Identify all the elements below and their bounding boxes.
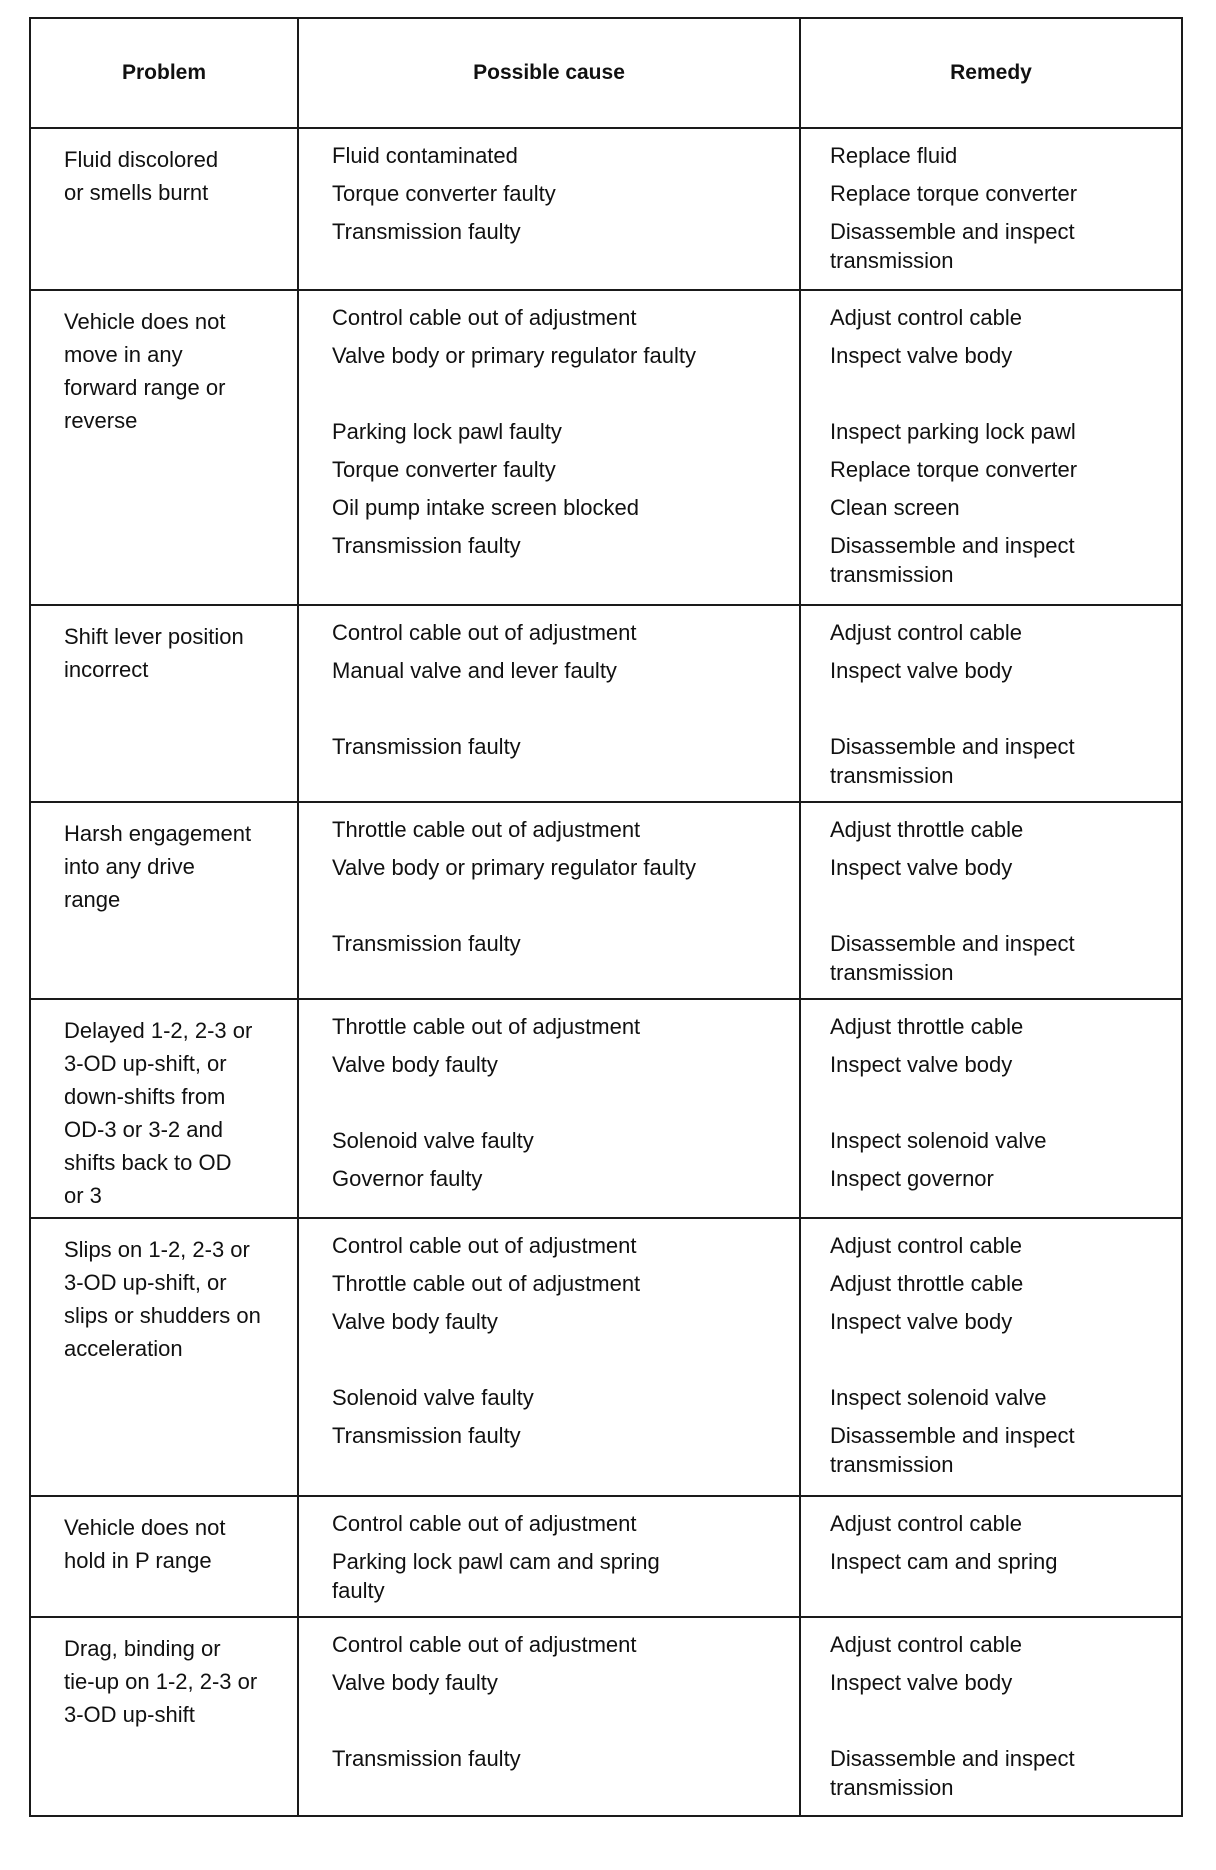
cause-item: Transmission faulty <box>332 533 521 558</box>
remedy-item: Clean screen <box>830 495 960 520</box>
cause-item: Valve body or primary regulator faulty <box>332 855 696 880</box>
problem-line: slips or shudders on <box>64 1303 261 1328</box>
problem-line: Fluid discolored <box>64 147 219 172</box>
remedy-item: Disassemble and inspect <box>830 1746 1075 1771</box>
header-cause <box>299 19 801 129</box>
remedy-item: Adjust throttle cable <box>830 1271 1024 1296</box>
problem-line: down-shifts from <box>64 1084 226 1109</box>
remedy-item: Adjust throttle cable <box>830 817 1024 842</box>
row-1-remedies <box>801 129 1181 291</box>
problem-line: 3-OD up-shift, or <box>64 1051 227 1076</box>
remedy-item: Adjust control cable <box>830 305 1022 330</box>
remedy-item: Inspect valve body <box>830 1670 1013 1695</box>
problem-line: 3-OD up-shift <box>64 1702 195 1727</box>
problem-line: or smells burnt <box>64 180 209 205</box>
row-6-problem <box>31 1219 299 1497</box>
row-4-problem <box>31 803 299 1000</box>
row-3-remedies <box>801 606 1181 803</box>
remedy-item: Inspect valve body <box>830 658 1013 683</box>
remedy-item: Inspect valve body <box>830 1052 1013 1077</box>
troubleshooting-table <box>29 17 1183 1817</box>
problem-line: forward range or <box>64 375 226 400</box>
row-3-problem <box>31 606 299 803</box>
remedy-item: Inspect parking lock pawl <box>830 419 1076 444</box>
remedy-item: transmission <box>830 248 954 273</box>
cause-item: Transmission faulty <box>332 931 521 956</box>
row-7-problem <box>31 1497 299 1618</box>
row-8-remedies <box>801 1618 1181 1816</box>
row-1-problem <box>31 129 299 291</box>
problem-line: move in any <box>64 342 183 367</box>
row-2-remedies <box>801 291 1181 606</box>
row-8-causes <box>299 1618 801 1816</box>
cause-item: Throttle cable out of adjustment <box>332 817 641 842</box>
remedy-item: transmission <box>830 1775 954 1800</box>
remedy-item: Inspect solenoid valve <box>830 1385 1047 1410</box>
remedy-item: Inspect valve body <box>830 855 1013 880</box>
cause-item: Control cable out of adjustment <box>332 1511 637 1536</box>
cause-item: Parking lock pawl cam and spring <box>332 1549 660 1574</box>
problem-line: Shift lever position <box>64 624 244 649</box>
remedy-item: transmission <box>830 562 954 587</box>
problem-line: OD-3 or 3-2 and <box>64 1117 223 1142</box>
row-5-causes <box>299 1000 801 1219</box>
remedy-item: Adjust control cable <box>830 620 1022 645</box>
row-5-remedies <box>801 1000 1181 1219</box>
problem-line: Harsh engagement <box>64 821 252 846</box>
cause-item: Control cable out of adjustment <box>332 305 637 330</box>
remedy-item: Replace torque converter <box>830 457 1078 482</box>
cause-item: Oil pump intake screen blocked <box>332 495 639 520</box>
problem-line: reverse <box>64 408 138 433</box>
cause-item: Parking lock pawl faulty <box>332 419 562 444</box>
problem-line: 3-OD up-shift, or <box>64 1270 227 1295</box>
problem-line: incorrect <box>64 657 149 682</box>
cause-item: Torque converter faulty <box>332 181 556 206</box>
cause-item: Transmission faulty <box>332 1423 521 1448</box>
row-7-causes <box>299 1497 801 1618</box>
problem-line: Drag, binding or <box>64 1636 221 1661</box>
row-6-remedies <box>801 1219 1181 1497</box>
problem-line: hold in P range <box>64 1548 212 1573</box>
row-4-remedies <box>801 803 1181 1000</box>
header-cause-label: Possible cause <box>473 61 625 84</box>
row-4-causes <box>299 803 801 1000</box>
header-problem-label: Problem <box>121 61 207 84</box>
row-6-causes <box>299 1219 801 1497</box>
cause-item: Torque converter faulty <box>332 457 556 482</box>
remedy-item: Inspect valve body <box>830 1309 1013 1334</box>
remedy-item: Inspect valve body <box>830 343 1013 368</box>
cause-item: Transmission faulty <box>332 1746 521 1771</box>
problem-line: into any drive <box>64 854 195 879</box>
remedy-item: transmission <box>830 960 954 985</box>
header-problem <box>31 19 299 129</box>
row-8-problem <box>31 1618 299 1816</box>
cause-item: Transmission faulty <box>332 219 521 244</box>
remedy-item: Inspect solenoid valve <box>830 1128 1047 1153</box>
cause-item: Control cable out of adjustment <box>332 1632 637 1657</box>
cause-item: Control cable out of adjustment <box>332 620 637 645</box>
cause-item: Valve body or primary regulator faulty <box>332 343 696 368</box>
problem-line: Slips on 1-2, 2-3 or <box>64 1237 250 1262</box>
remedy-item: transmission <box>830 1452 954 1477</box>
cause-item: Fluid contaminated <box>332 143 518 168</box>
cause-item: Throttle cable out of adjustment <box>332 1271 641 1296</box>
remedy-item: Adjust throttle cable <box>830 1014 1024 1039</box>
row-1-causes <box>299 129 801 291</box>
header-remedy-label: Remedy <box>950 61 1032 84</box>
remedy-item: Adjust control cable <box>830 1233 1022 1258</box>
row-5-problem <box>31 1000 299 1219</box>
remedy-item: Disassemble and inspect <box>830 931 1075 956</box>
row-3-causes <box>299 606 801 803</box>
row-2-problem <box>31 291 299 606</box>
cause-item: faulty <box>332 1578 385 1603</box>
cause-item: Transmission faulty <box>332 734 521 759</box>
problem-line: acceleration <box>64 1336 183 1361</box>
problem-line: Delayed 1-2, 2-3 or <box>64 1018 253 1043</box>
row-7-remedies <box>801 1497 1181 1618</box>
cause-item: Solenoid valve faulty <box>332 1385 534 1410</box>
remedy-item: Disassemble and inspect <box>830 1423 1075 1448</box>
remedy-item: Adjust control cable <box>830 1511 1022 1536</box>
cause-item: Solenoid valve faulty <box>332 1128 534 1153</box>
cause-item: Valve body faulty <box>332 1309 498 1334</box>
problem-line: Vehicle does not <box>64 1515 226 1540</box>
cause-item: Governor faulty <box>332 1166 483 1191</box>
remedy-item: Inspect cam and spring <box>830 1549 1058 1574</box>
problem-line: Vehicle does not <box>64 309 226 334</box>
remedy-item: Disassemble and inspect <box>830 533 1075 558</box>
cause-item: Control cable out of adjustment <box>332 1233 637 1258</box>
problem-line: tie-up on 1-2, 2-3 or <box>64 1669 258 1694</box>
remedy-item: Disassemble and inspect <box>830 734 1075 759</box>
remedy-item: Inspect governor <box>830 1166 994 1191</box>
remedy-item: transmission <box>830 763 954 788</box>
cause-item: Throttle cable out of adjustment <box>332 1014 641 1039</box>
row-2-causes <box>299 291 801 606</box>
problem-line: range <box>64 887 121 912</box>
cause-item: Valve body faulty <box>332 1052 498 1077</box>
problem-line: shifts back to OD <box>64 1150 232 1175</box>
remedy-item: Adjust control cable <box>830 1632 1022 1657</box>
header-remedy <box>801 19 1181 129</box>
remedy-item: Disassemble and inspect <box>830 219 1075 244</box>
cause-item: Valve body faulty <box>332 1670 498 1695</box>
remedy-item: Replace fluid <box>830 143 958 168</box>
problem-line: or 3 <box>64 1183 102 1208</box>
cause-item: Manual valve and lever faulty <box>332 658 617 683</box>
remedy-item: Replace torque converter <box>830 181 1078 206</box>
